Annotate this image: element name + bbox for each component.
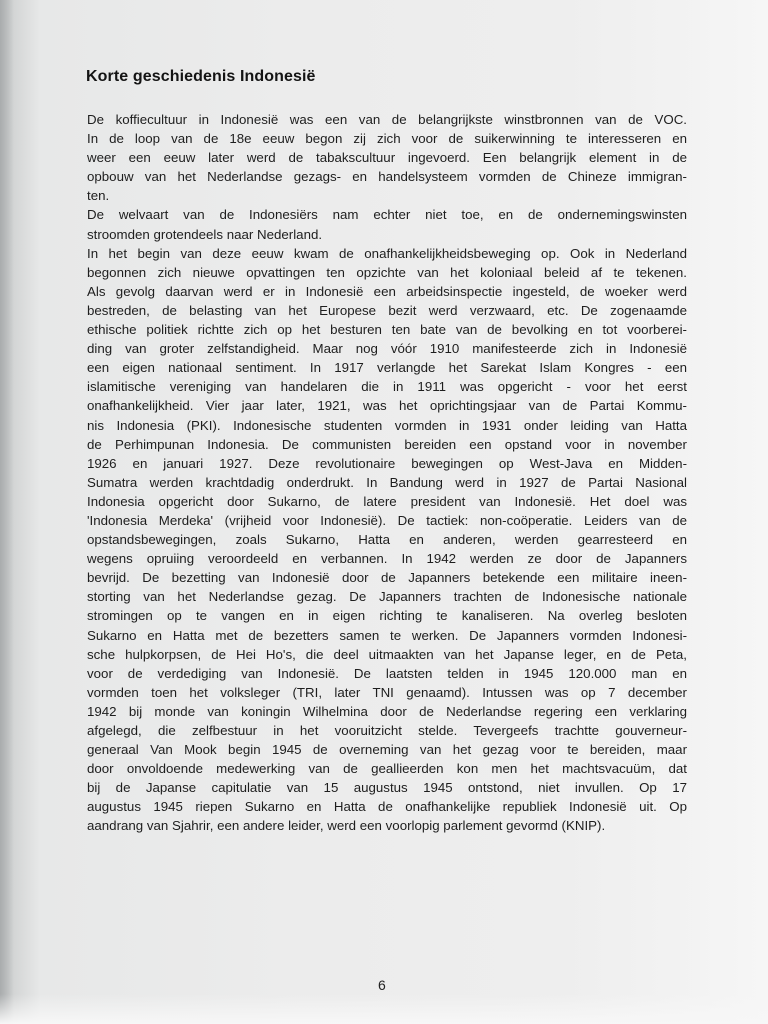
body-text: [87, 110, 687, 836]
text-line: door onvoldoende medewerking van de geallieerden kon men het machtsvacuüm, dat: [87, 761, 687, 777]
text-line: Sumatra werden krachtdadig onderdrukt. In Bandung werd in 1927 de Partai Nasional: [87, 474, 687, 490]
text-line: 'Indonesia Merdeka' (vrijheid voor Indonesië). De tactiek: non-coöperatie. Leiders van de: [87, 512, 687, 528]
text-line: islamitische vereniging van handelaren die in 1911 was opgericht - voor het eerst: [87, 379, 687, 395]
page-number: 6: [378, 977, 386, 993]
text-line: bestreden, de belasting van het Europese bezit werd verzwaard, etc. De zogenaamde: [87, 302, 687, 318]
text-line: een eigen nationaal sentiment. In 1917 verlangde het Sarekat Islam Kongres - een: [87, 360, 687, 376]
text-line: wegens opruiing veroordeeld en verbannen. In 1942 werden ze door de Japanners: [87, 551, 687, 567]
text-line: Sukarno en Hatta met de bezetters samen te werken. De Japanners vormden Indonesi-: [87, 627, 687, 643]
document-title: Korte geschiedenis Indonesië: [86, 68, 316, 85]
text-line: nis Indonesia (PKI). Indonesische studenten vormden in 1931 onder leiding van Hatta: [87, 417, 687, 433]
text-line: ten.: [87, 188, 110, 204]
text-line: opbouw van het Nederlandse gezags- en handelsysteem vormden de Chineze immigran-: [87, 169, 687, 185]
text-line: onafhankelijkheid. Vier jaar later, 1921, was het oprichtingsjaar van de Partai Kommu-: [87, 398, 687, 414]
text-line: De welvaart van de Indonesiërs nam echter niet toe, en de ondernemingswinsten: [87, 207, 687, 223]
text-line: storting van het Nederlandse gezag. De Japanners trachten de Indonesische nationale: [87, 589, 687, 605]
text-line: ding van groter zelfstandigheid. Maar nog vóór 1910 manifesteerde zich in Indonesië: [87, 341, 687, 357]
text-line: bevrijd. De bezetting van Indonesië door de Japanners betekende een militaire ineen-: [87, 570, 687, 586]
text-line: sche hulpkorpsen, de Hei Ho's, die deel uitmaakten van het Japanse leger, en de Peta,: [87, 646, 687, 662]
text-line: vormden toen het volksleger (TRI, later TNI genaamd). Intussen was op 7 december: [87, 684, 687, 700]
text-line: De koffiecultuur in Indonesië was een van de belangrijkste winstbronnen van de VOC.: [87, 112, 687, 127]
text-line: In het begin van deze eeuw kwam de onafhankelijkheidsbeweging op. Ook in Nederland: [87, 245, 687, 261]
text-line: 1942 bij monde van koningin Wilhelmina door de Nederlandse regering een verklaring: [87, 703, 687, 719]
text-line: aandrang van Sjahrir, een andere leider, werd een voorlopig parlement gevormd (KNIP).: [87, 818, 606, 834]
text-line: 1926 en januari 1927. Deze revolutionaire bewegingen op West-Java en Midden-: [87, 455, 687, 471]
text-line: Als gevolg daarvan werd er in Indonesië een arbeidsinspectie ingesteld, de woeker werd: [87, 283, 687, 299]
text-line: opstandsbewegingen, zoals Sukarno, Hatta en anderen, werden gearresteerd en: [87, 532, 687, 548]
text-line: voor de verdediging van Indonesië. De laatsten telden in 1945 120.000 man en: [87, 665, 687, 681]
text-line: stromingen op te vangen en in eigen richting te kanaliseren. Na overleg besloten: [87, 608, 687, 624]
text-line: In de loop van de 18e eeuw begon zij zich voor de suikerwinning te interesseren en: [87, 131, 687, 147]
text-line: begonnen zich nieuwe opvattingen ten opzichte van het koloniaal beleid af te tekenen.: [87, 264, 687, 280]
text-line: augustus 1945 riepen Sukarno en Hatta de onafhankelijke republiek Indonesië uit. Op: [87, 799, 687, 815]
text-line: Indonesia opgericht door Sukarno, de latere president van Indonesië. Het doel was: [87, 493, 687, 509]
text-line: weer een eeuw later werd de tabakscultuur ingevoerd. Een belangrijk element in de: [87, 150, 687, 166]
text-line: de Perhimpunan Indonesia. De communisten bereiden een opstand voor in november: [87, 436, 687, 452]
text-line: afgelegd, die zelfbestuur in het vooruitzicht stelde. Tevergeefs trachtte gouverneur-: [87, 723, 687, 738]
text-line: bij de Japanse capitulatie van 15 augustus 1945 ontstond, niet invullen. Op 17: [87, 780, 687, 796]
text-line: stroomden grotendeels naar Nederland.: [87, 226, 323, 242]
text-line: ethische politiek richtte zich op het besturen ten bate van de bevolking en tot voorberei-: [87, 322, 687, 338]
text-line: generaal Van Mook begin 1945 de overneming van het gezag voor te bereiden, maar: [87, 742, 687, 758]
